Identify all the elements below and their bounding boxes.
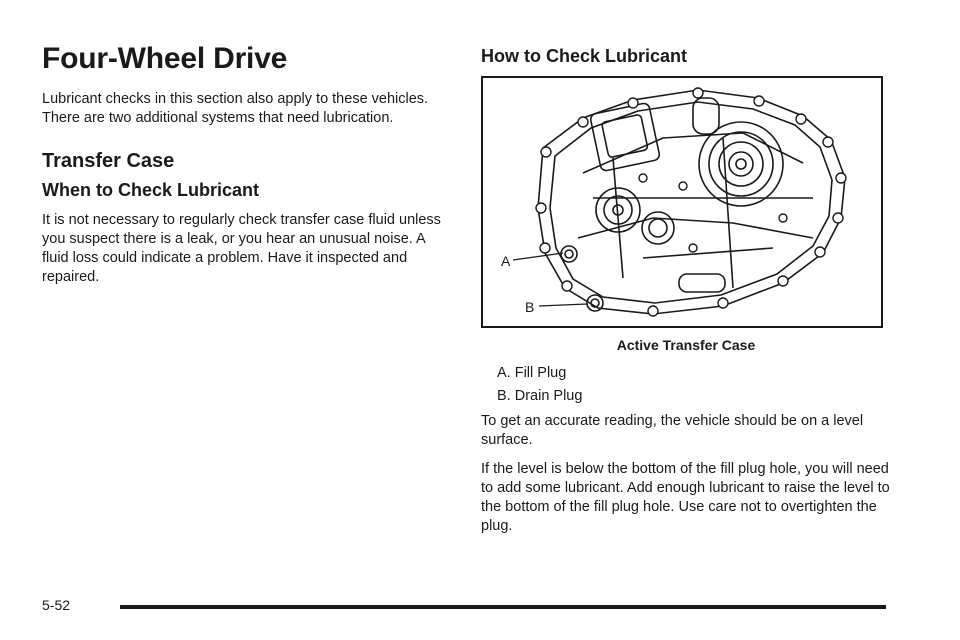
- when-to-check-paragraph: It is not necessary to regularly check transfer case fluid unless you suspect there is a leak, or you hear an unusual noise. A fluid loss could indicate a problem. Have it inspected and repaired.: [42, 212, 441, 285]
- subsection-heading-when-to-check: When to Check Lubricant: [42, 180, 260, 200]
- page-number: 5-52: [42, 597, 71, 613]
- legend-item-drain-plug: B. Drain Plug: [497, 388, 583, 404]
- footer-rule: [120, 605, 886, 609]
- page-title: Four-Wheel Drive: [42, 42, 288, 75]
- intro-paragraph: Lubricant checks in this section also apply to these vehicles. There are two additional systems that need lubrication.: [42, 91, 429, 126]
- level-surface-paragraph: To get an accurate reading, the vehicle should be on a level surface.: [481, 413, 864, 448]
- transfer-case-illustration: [483, 78, 881, 326]
- section-heading-transfer-case: Transfer Case: [42, 150, 175, 172]
- left-column: [42, 40, 452, 287]
- legend-item-fill-plug: A. Fill Plug: [497, 365, 567, 381]
- figure-legend: [497, 364, 891, 406]
- subsection-heading-how-to-check: How to Check Lubricant: [481, 46, 688, 66]
- figure-label-a: A: [501, 253, 511, 269]
- transfer-case-figure: [481, 76, 883, 328]
- figure-caption: Active Transfer Case: [616, 337, 756, 353]
- figure-label-b: B: [525, 299, 535, 315]
- add-lubricant-paragraph: If the level is below the bottom of the fill plug hole, you will need to add some lubricant. Add enough lubricant to raise the level to the bottom of the fill plug hole. Use care not to overtighten the plug.: [481, 461, 890, 534]
- right-column: [481, 44, 891, 536]
